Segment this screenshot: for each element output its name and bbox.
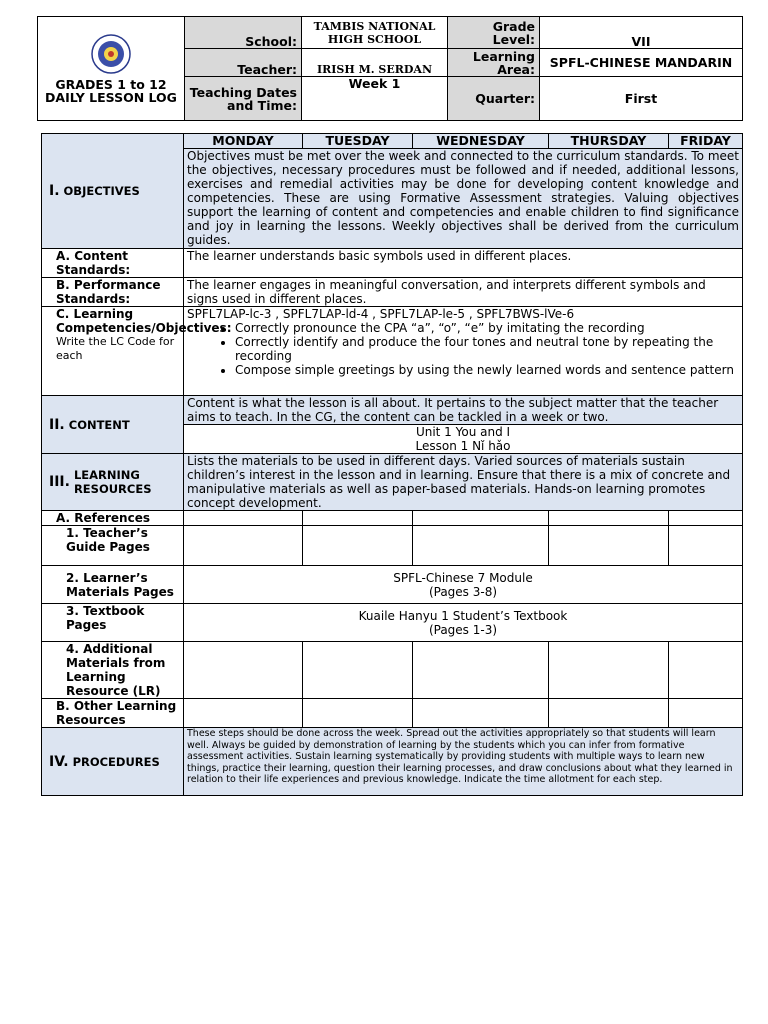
additional-materials-cell: [549, 642, 669, 699]
teaching-dates-value: Week 1: [302, 77, 448, 121]
grade-value: VII: [540, 17, 743, 49]
content-text: Content is what the lesson is all about. It pertains to the subject matter that the teacher aims to teach. In the CG, the content can be tackled in a week or two.: [184, 396, 743, 425]
content-standards-text: The learner understands basic symbols used in different places.: [184, 249, 743, 278]
lesson-log-table: [41, 133, 743, 796]
competencies-cell: [184, 307, 743, 396]
performance-standards-text: The learner engages in meaningful conversation, and interprets different symbols and signs used in different places.: [184, 278, 743, 307]
textbook-cell: [184, 604, 743, 642]
teachers-guide-cell: [303, 526, 413, 566]
references-cell: [303, 511, 413, 526]
competency-item: • Compose simple greetings by using the newly learned words and sentence pattern: [235, 363, 739, 377]
section-number: II.: [49, 416, 65, 433]
title-cell: [38, 17, 185, 121]
section-label: OBJECTIVES: [63, 184, 140, 198]
content-header: [42, 396, 184, 454]
learning-area-value: SPFL-CHINESE MANDARIN: [540, 49, 743, 77]
textbook-pages: (Pages 1-3): [428, 622, 498, 637]
procedures-header: [42, 728, 184, 796]
teaching-dates-label: Teaching Dates and Time:: [185, 77, 302, 121]
content-unit-cell: [184, 425, 743, 454]
teachers-guide-label: 1. Teacher’s Guide Pages: [42, 526, 184, 566]
teachers-guide-cell: [184, 526, 303, 566]
quarter-label: Quarter:: [448, 77, 540, 121]
section-number: IV.: [49, 753, 69, 770]
competencies-sublabel: Write the LC Code for each: [56, 335, 175, 362]
performance-standards-label: B. Performance Standards:: [42, 278, 184, 307]
teacher-value: IRISH M. SERDAN: [302, 49, 448, 77]
references-cell: [669, 511, 743, 526]
grade-label: Grade Level:: [448, 17, 540, 49]
additional-materials-label: 4. Additional Materials from Learning Resource (LR): [42, 642, 184, 699]
teachers-guide-cell: [413, 526, 549, 566]
school-label: School:: [185, 17, 302, 49]
competencies-label-cell: [42, 307, 232, 396]
day-tuesday: TUESDAY: [303, 134, 413, 149]
section-label: PROCEDURES: [72, 754, 160, 769]
procedures-text: These steps should be done across the week. Spread out the activities appropriately so that students will learn well. Always be guided by demonstration of learning by the students which you can infer from formative assessment activities. Sustain learning systematically by providing students with multiple ways to learn new things, practice their learning, question their learning processes, and draw conclusions about what they learned in relation to their life experiences and previous knowledge. Indicate the time allotment for each step.: [184, 728, 743, 796]
school-value: TAMBIS NATIONAL HIGH SCHOOL: [302, 17, 448, 49]
learners-materials-pages: (Pages 3-8): [428, 584, 498, 599]
day-friday: FRIDAY: [669, 134, 743, 149]
textbook-value: Kuaile Hanyu 1 Student’s Textbook: [358, 608, 568, 623]
competency-item: • Correctly identify and produce the four tones and neutral tone by repeating the recording: [235, 335, 739, 363]
competencies-label: C. Learning Competencies/Objectives:: [56, 307, 232, 335]
day-monday: MONDAY: [184, 134, 303, 149]
competency-codes: SPFL7LAP-lc-3 , SPFL7LAP-ld-4 , SPFL7LAP-le-5 , SPFL7BWS-lVe-6: [187, 307, 575, 321]
learners-materials-value: SPFL-Chinese 7 Module: [393, 570, 533, 585]
additional-materials-cell: [184, 642, 303, 699]
objectives-header: [42, 134, 184, 249]
section-label: CONTENT: [68, 417, 130, 432]
competency-list: [187, 321, 739, 377]
other-resources-label: B. Other Learning Resources: [42, 699, 184, 728]
day-wednesday: WEDNESDAY: [413, 134, 549, 149]
other-resources-cell: [549, 699, 669, 728]
other-resources-cell: [303, 699, 413, 728]
competency-item: • Correctly pronounce the CPA “a”, “o”, “e” by imitating the recording: [235, 321, 739, 335]
day-thursday: THURSDAY: [549, 134, 669, 149]
resources-header: [42, 454, 184, 511]
references-cell: [549, 511, 669, 526]
section-label: LEARNING RESOURCES: [73, 468, 152, 496]
additional-materials-cell: [303, 642, 413, 699]
other-resources-cell: [184, 699, 303, 728]
other-resources-cell: [413, 699, 549, 728]
deped-seal-icon: [91, 34, 131, 74]
resources-text: Lists the materials to be used in different days. Varied sources of materials sustain children’s interest in the lesson and in learning. Ensure that there is a mix of concrete and manipulative materials as well as paper-based materials. Hands-on learning promotes concept development.: [184, 454, 743, 511]
content-unit: Unit 1 You and I: [415, 425, 511, 439]
section-number: I.: [49, 183, 60, 199]
other-resources-cell: [669, 699, 743, 728]
references-cell: [184, 511, 303, 526]
header-table: [37, 16, 743, 121]
content-standards-label: A. Content Standards:: [42, 249, 184, 278]
additional-materials-cell: [669, 642, 743, 699]
teacher-label: Teacher:: [185, 49, 302, 77]
content-lesson: Lesson 1 Nǐ hǎo: [415, 439, 511, 453]
quarter-value: First: [540, 77, 743, 121]
section-number: III.: [49, 474, 70, 490]
page-title: GRADES 1 to 12 DAILY LESSON LOG: [45, 76, 177, 105]
teachers-guide-cell: [669, 526, 743, 566]
learners-materials-label: 2. Learner’s Materials Pages: [42, 566, 184, 604]
learners-materials-cell: [184, 566, 743, 604]
learning-area-label: Learning Area:: [448, 49, 540, 77]
objectives-text: Objectives must be met over the week and connected to the curriculum standards. To meet the objectives, necessary procedures must be followed and if needed, additional lessons, exercises and remedial activities may be done for developing content knowledge and competencies. These are using Formative Assessment strategies. Valuing objectives support the learning of content and competencies and enable children to find significance and joy in learning the lessons. Weekly objectives shall be derived from the curriculum guides.: [184, 149, 743, 249]
additional-materials-cell: [413, 642, 549, 699]
references-cell: [413, 511, 549, 526]
references-label: A. References: [42, 511, 184, 526]
textbook-label: 3. Textbook Pages: [42, 604, 184, 642]
teachers-guide-cell: [549, 526, 669, 566]
